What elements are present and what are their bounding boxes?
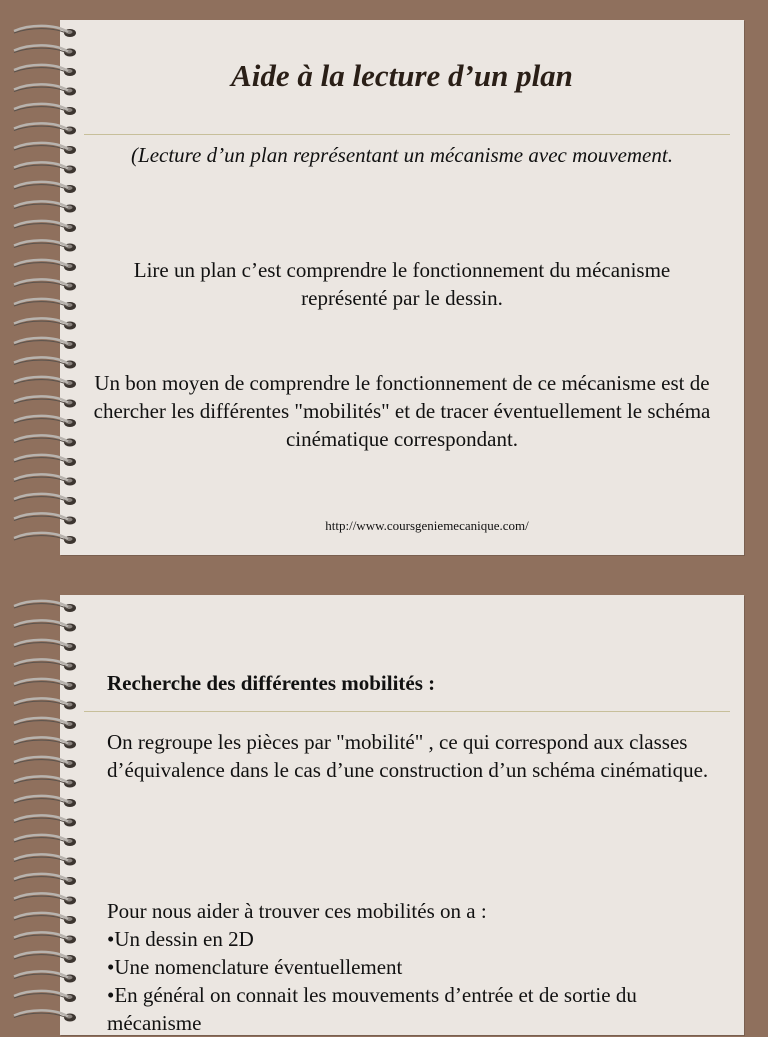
spiral-ring-icon	[14, 182, 76, 193]
spiral-ring-icon	[14, 757, 76, 768]
spiral-ring-icon	[14, 357, 76, 368]
spiral-ring-icon	[14, 640, 76, 651]
spiral-ring-icon	[14, 796, 76, 807]
spiral-ring-icon	[14, 913, 76, 924]
list-item: •Un dessin en 2D	[107, 927, 254, 951]
spiral-ring-icon	[14, 835, 76, 846]
spiral-ring-icon	[14, 104, 76, 115]
spiral-ring-icon	[14, 1010, 76, 1021]
spiral-ring-icon	[14, 737, 76, 748]
spiral-ring-icon	[14, 679, 76, 690]
slide-1-paragraph-2: Un bon moyen de comprendre le fonctionnement de ce mécanisme est de chercher les différentes "mobilités" et de tracer éventuellement le schéma cinématique correspondant.	[93, 371, 711, 451]
spiral-ring-icon	[14, 698, 76, 709]
heading-divider	[84, 711, 730, 712]
spiral-ring-icon	[14, 971, 76, 982]
slide-1-subtitle: (Lecture d’un plan représentant un mécanisme avec mouvement.	[131, 143, 673, 167]
spiral-binding-icon	[0, 595, 90, 1024]
spiral-ring-icon	[14, 620, 76, 631]
spiral-ring-icon	[14, 533, 76, 544]
spiral-ring-icon	[14, 474, 76, 485]
slide-2-heading: Recherche des différentes mobilités :	[107, 671, 436, 695]
spiral-ring-icon	[14, 952, 76, 963]
spiral-ring-icon	[14, 893, 76, 904]
spiral-ring-icon	[14, 718, 76, 729]
list-item: •Une nomenclature éventuellement	[107, 955, 403, 979]
spiral-ring-icon	[14, 991, 76, 1002]
list-item: •En général on connait les mouvements d’entrée et de sortie du mécanisme	[107, 983, 637, 1035]
spiral-ring-icon	[14, 601, 76, 612]
slide-2-intro: Pour nous aider à trouver ces mobilités on a :	[107, 899, 487, 923]
spiral-ring-icon	[14, 45, 76, 56]
slide-2-paragraph-1: On regroupe les pièces par "mobilité" , ce qui correspond aux classes d’équivalence dans le cas d’une construction d’un schéma cinématique.	[107, 730, 709, 782]
spiral-ring-icon	[14, 221, 76, 232]
spiral-ring-icon	[14, 123, 76, 134]
slide-1-title: Aide à la lecture d’un plan	[231, 58, 573, 93]
spiral-ring-icon	[14, 240, 76, 251]
spiral-ring-icon	[14, 874, 76, 885]
spiral-ring-icon	[14, 854, 76, 865]
spiral-ring-icon	[14, 659, 76, 670]
slide-2-content	[107, 897, 727, 1037]
spiral-ring-icon	[14, 26, 76, 37]
spiral-ring-icon	[14, 338, 76, 349]
spiral-ring-icon	[14, 455, 76, 466]
spiral-ring-icon	[14, 494, 76, 505]
spiral-ring-icon	[14, 318, 76, 329]
slide-2-bullet-list	[107, 925, 727, 1037]
spiral-ring-icon	[14, 201, 76, 212]
spiral-ring-icon	[14, 932, 76, 943]
source-url[interactable]: http://www.coursgeniemecanique.com/	[325, 518, 529, 533]
slide-1-paragraph-1: Lire un plan c’est comprendre le fonctionnement du mécanisme représenté par le dessin.	[133, 258, 671, 310]
title-divider	[84, 134, 730, 135]
spiral-ring-icon	[14, 776, 76, 787]
spiral-ring-icon	[14, 815, 76, 826]
